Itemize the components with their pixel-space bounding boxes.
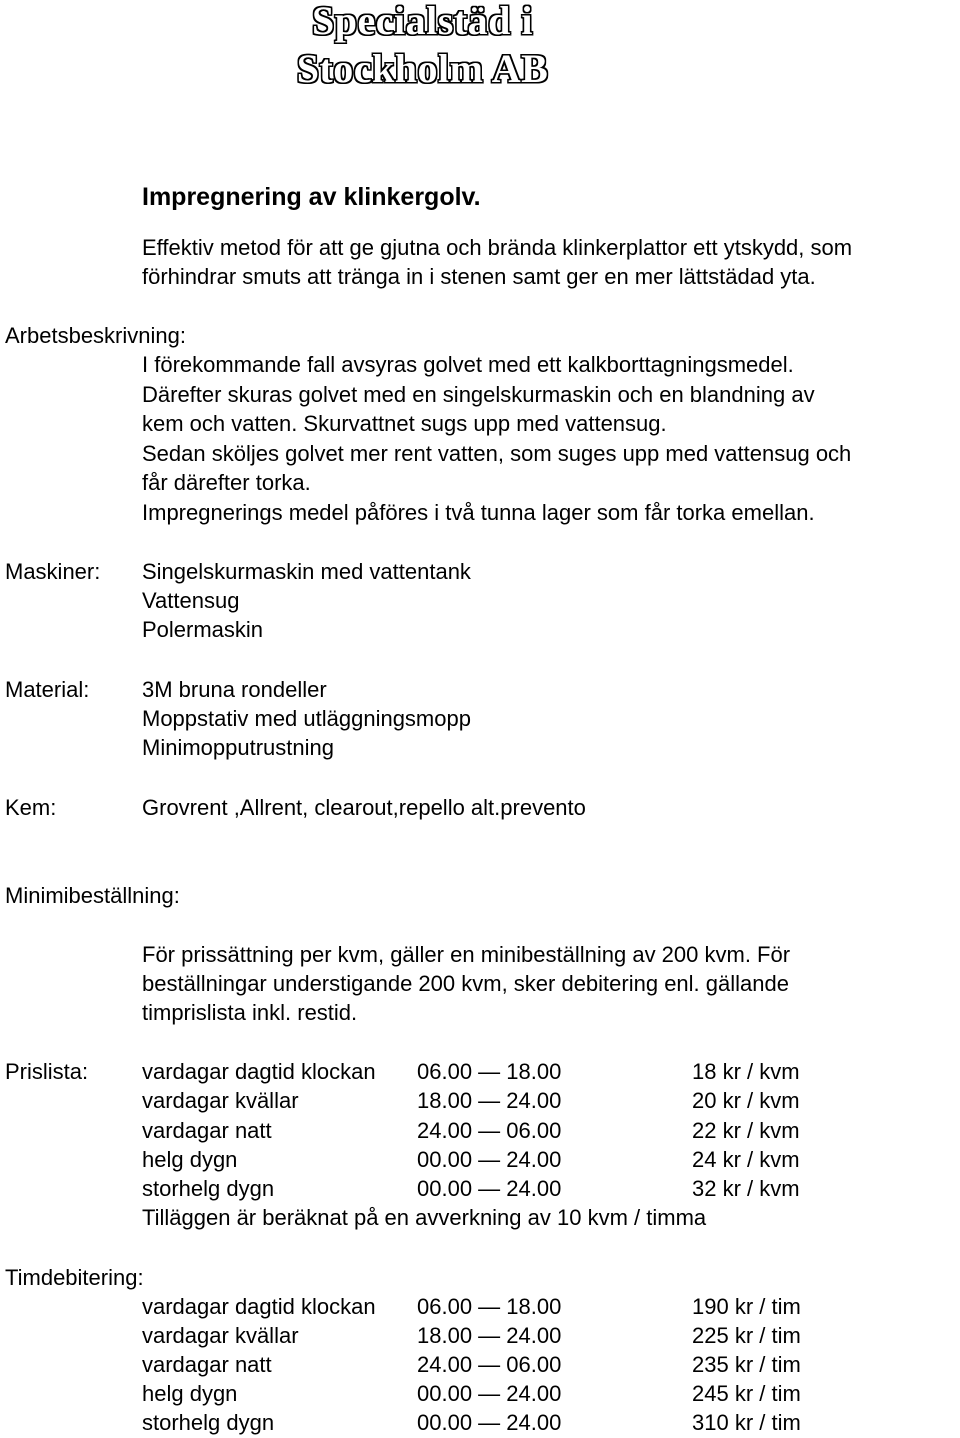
work-description-line: får därefter torka. (142, 470, 311, 495)
price-list-label: Prislista: (5, 1059, 89, 1084)
price-row-price: 32 kr / kvm (692, 1176, 800, 1201)
hourly-row-time: 00.00 — 24.00 (417, 1410, 562, 1435)
price-row-period: storhelg dygn (142, 1176, 275, 1201)
hourly-row-price: 225 kr / tim (692, 1323, 801, 1348)
hourly-row-price: 190 kr / tim (692, 1294, 801, 1319)
work-description-label: Arbetsbeskrivning: (5, 323, 186, 348)
price-row-price: 24 kr / kvm (692, 1147, 800, 1172)
intro-line: Effektiv metod för att ge gjutna och brända klinkerplattor ett ytskydd, som (142, 235, 853, 260)
company-name-line-2: Stockholm AB (296, 46, 549, 91)
hourly-row-period: vardagar dagtid klockan (142, 1294, 376, 1319)
price-row-time: 06.00 — 18.00 (417, 1059, 562, 1084)
price-row-period: vardagar kvällar (142, 1088, 299, 1113)
price-list-note: Tilläggen är beräknat på en avverkning av 10 kvm / timma (142, 1205, 707, 1230)
material-label: Material: (5, 677, 90, 702)
hourly-row-time: 24.00 — 06.00 (417, 1352, 562, 1377)
price-row-time: 00.00 — 24.00 (417, 1147, 562, 1172)
work-description-line: Därefter skuras golvet med en singelskurmaskin och en blandning av (142, 382, 815, 407)
price-row-price: 22 kr / kvm (692, 1118, 800, 1143)
material-item: Minimopputrustning (142, 735, 334, 760)
material-item: 3M bruna rondeller (142, 677, 327, 702)
hourly-row-price: 235 kr / tim (692, 1352, 801, 1377)
price-row-period: helg dygn (142, 1147, 238, 1172)
minimum-order-line: timprislista inkl. restid. (142, 1000, 358, 1025)
chemicals-value: Grovrent ,Allrent, clearout,repello alt.prevento (142, 795, 586, 820)
work-description-line: kem och vatten. Skurvattnet sugs upp med vattensug. (142, 411, 667, 436)
hourly-row-time: 00.00 — 24.00 (417, 1381, 562, 1406)
hourly-row-period: helg dygn (142, 1381, 238, 1406)
minimum-order-line: beställningar understigande 200 kvm, sker debitering enl. gällande (142, 971, 789, 996)
work-description-line: Impregnerings medel påföres i två tunna lager som får torka emellan. (142, 500, 815, 525)
hourly-row-time: 06.00 — 18.00 (417, 1294, 562, 1319)
machine-item: Singelskurmaskin med vattentank (142, 559, 471, 584)
hourly-row-period: storhelg dygn (142, 1410, 275, 1435)
hourly-rate-label: Timdebitering: (5, 1265, 144, 1290)
hourly-row-price: 310 kr / tim (692, 1410, 801, 1435)
price-row-period: vardagar natt (142, 1118, 272, 1143)
price-row-time: 18.00 — 24.00 (417, 1088, 562, 1113)
work-description-line: Sedan sköljes golvet mer rent vatten, som suges upp med vattensug och (142, 441, 852, 466)
price-row-time: 24.00 — 06.00 (417, 1118, 562, 1143)
hourly-row-price: 245 kr / tim (692, 1381, 801, 1406)
price-row-price: 20 kr / kvm (692, 1088, 800, 1113)
chemicals-label: Kem: (5, 795, 57, 820)
work-description-line: I förekommande fall avsyras golvet med ett kalkborttagningsmedel. (142, 352, 794, 377)
minimum-order-line: För prissättning per kvm, gäller en minibeställning av 200 kvm. För (142, 942, 791, 967)
price-row-time: 00.00 — 24.00 (417, 1176, 562, 1201)
hourly-row-period: vardagar kvällar (142, 1323, 299, 1348)
machines-label: Maskiner: (5, 559, 101, 584)
intro-line: förhindrar smuts att tränga in i stenen samt ger en mer lättstädad yta. (142, 264, 816, 289)
material-item: Moppstativ med utläggningsmopp (142, 706, 471, 731)
price-row-price: 18 kr / kvm (692, 1059, 800, 1084)
minimum-order-label: Minimibeställning: (5, 883, 180, 908)
page-title: Impregnering av klinkergolv. (142, 183, 481, 211)
machine-item: Vattensug (142, 588, 240, 613)
hourly-row-period: vardagar natt (142, 1352, 272, 1377)
price-row-period: vardagar dagtid klockan (142, 1059, 376, 1084)
company-name-line-1: Specialstäd i (312, 0, 533, 43)
machine-item: Polermaskin (142, 617, 264, 642)
hourly-row-time: 18.00 — 24.00 (417, 1323, 562, 1348)
